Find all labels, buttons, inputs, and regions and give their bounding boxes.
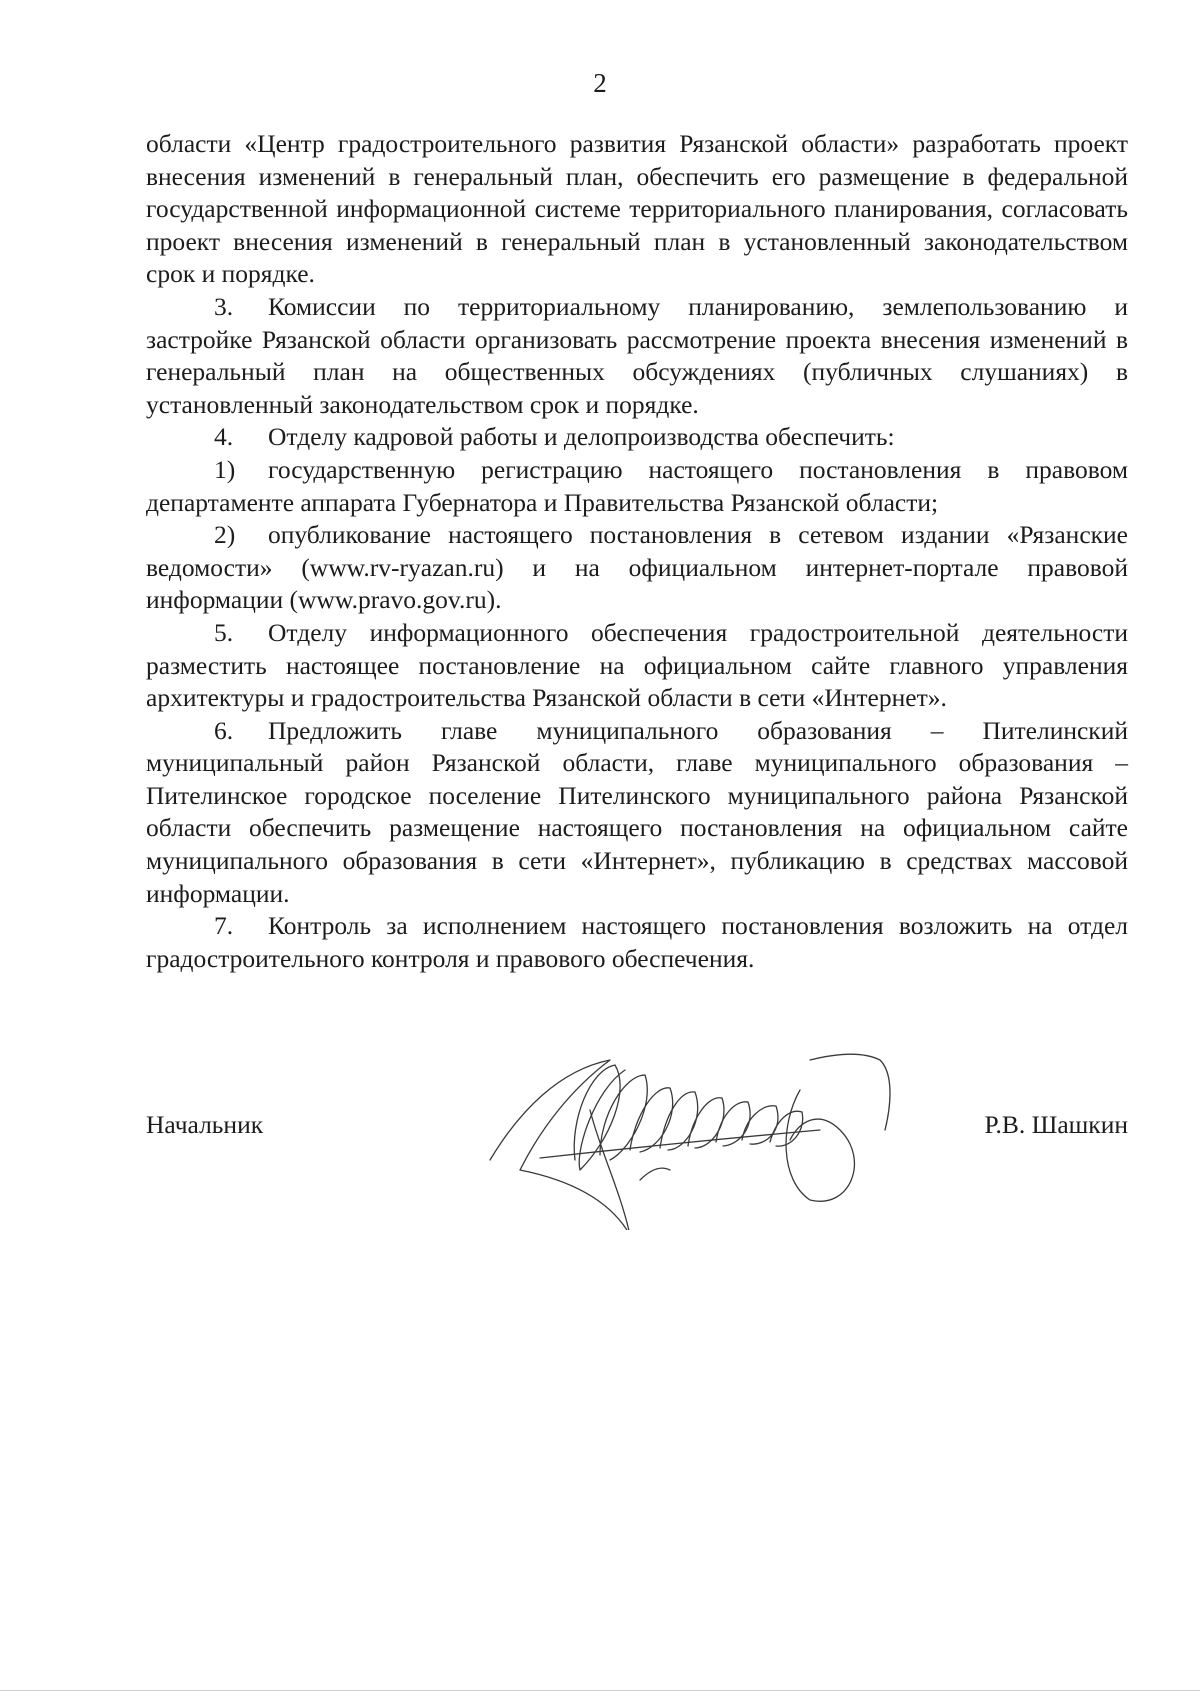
paragraph-text: Комиссии по территориальному планированию, землепользованию и застройке Рязанской области организовать рассмотрение проекта внесения изменений в генеральный план на общественных обсуждениях (публичных слушаниях) в установленный законодательством срок и порядке. bbox=[146, 291, 1128, 419]
paragraph-number: 6. bbox=[214, 715, 234, 745]
paragraph-subitem-2 bbox=[146, 519, 1128, 617]
paragraph-text: Предложить главе муниципального образования – Пителинский муниципальный район Рязанской области, главе муниципального образования – Пителинское городское поселение Пителинского муниципального района Рязанской области обеспечить размещение настоящего постановления на официальном сайте муниципального образования в сети «Интернет», публикацию в средствах массовой информации. bbox=[146, 715, 1128, 908]
signer-name: Р.В. Шашкин bbox=[984, 1110, 1128, 1139]
signer-position: Начальник bbox=[146, 1110, 264, 1139]
paragraph-item-5 bbox=[146, 617, 1128, 715]
paragraph-text: Отделу информационного обеспечения градостроительной деятельности разместить настоящее постановление на официальном сайте главного управления архитектуры и градостроительства Рязанской области в сети «Интернет». bbox=[146, 617, 1128, 713]
paragraph-text: опубликование настоящего постановления в сетевом издании «Рязанские ведомости» (www.rv-ryazan.ru) и на официальном интернет-портале правовой информации (www.pravo.gov.ru). bbox=[146, 520, 1128, 615]
document-body bbox=[146, 128, 1128, 975]
paragraph-item-6 bbox=[146, 715, 1128, 911]
paragraph-number: 3. bbox=[214, 291, 234, 321]
paragraph-number: 7. bbox=[214, 911, 234, 941]
paragraph-number: 4. bbox=[214, 422, 234, 452]
paragraph-item-3 bbox=[146, 291, 1128, 421]
paragraph-text: области «Центр градостроительного развития Рязанской области» разработать проект внесения изменений в генеральный план, обеспечить его размещение в федеральной государственной информационной системе территориального планирования, согласовать проект внесения изменений в генеральный план в установленный законодательством срок и порядке. bbox=[146, 129, 1128, 289]
scan-edge-line bbox=[0, 1690, 1200, 1691]
page-number: 2 bbox=[593, 68, 607, 98]
paragraph-subitem-1 bbox=[146, 454, 1128, 519]
paragraph-item-7 bbox=[146, 910, 1128, 975]
paragraph-text: Отделу кадровой работы и делопроизводства обеспечить: bbox=[268, 422, 895, 452]
paragraph-text: государственную регистрацию настоящего постановления в правовом департаменте аппарата Губернатора и Правительства Рязанской области; bbox=[146, 454, 1128, 517]
paragraph-number: 2) bbox=[214, 520, 236, 550]
paragraph-continuation bbox=[146, 128, 1128, 291]
paragraph-item-4 bbox=[146, 421, 1128, 454]
signature-block bbox=[146, 1110, 1128, 1150]
paragraph-number: 5. bbox=[214, 617, 234, 647]
paragraph-number: 1) bbox=[214, 454, 236, 484]
paragraph-text: Контроль за исполнением настоящего постановления возложить на отдел градостроительного контроля и правового обеспечения. bbox=[146, 911, 1128, 973]
